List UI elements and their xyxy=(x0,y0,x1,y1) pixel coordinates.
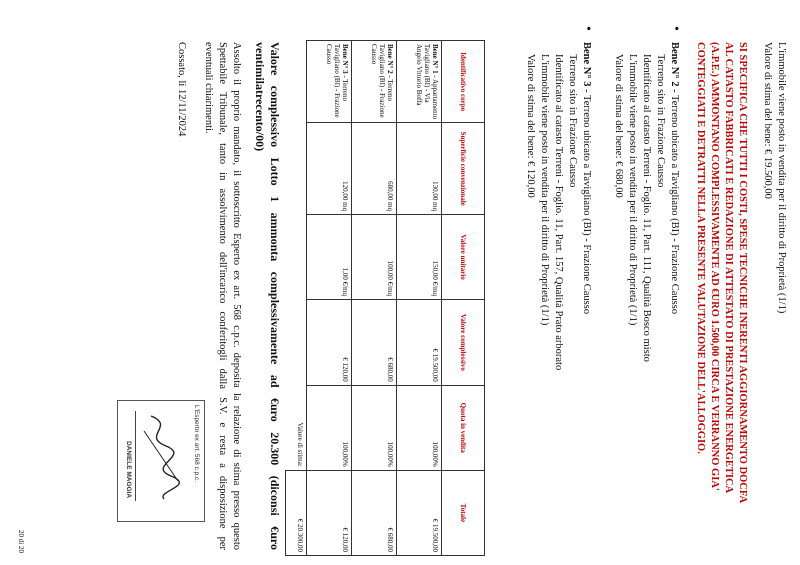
closing-line-2: Spettabile Tribunale, tanto in assolvimento dell'incarico conferitogli dalla S.V. e resta a disposizione per xyxy=(217,42,228,550)
intro-line-1: L'immobile viene posto in vendita per il diritto di Proprietà (1/1) xyxy=(776,42,787,314)
table-cell: € 120,00 xyxy=(307,300,352,386)
signature-stamp xyxy=(117,400,205,522)
table-total-row xyxy=(286,41,307,556)
table-cell: 130,00 mq xyxy=(397,123,442,215)
warning-line-4: CONTEGGIATI E DETRATTI NELLA PRESENTE VALUTAZIONE DELL'ALLOGGIO. xyxy=(695,42,706,454)
warning-line-1: SI SPECIFICA CHE TUTTI I COSTI, SPESE TECNICHE INERENTI AGGIORNAMENTO DOCFA xyxy=(737,42,748,504)
bene3-line-1: Terreno sito in Frazione Causso xyxy=(567,54,578,188)
bullet-icon: • xyxy=(668,26,683,31)
table-cell: 120,00 mq xyxy=(307,123,352,215)
table-cell: 150,00 €/mq xyxy=(397,215,442,300)
col-header: Superficie convenzionale xyxy=(442,123,485,215)
bene2-title: Bene N° 2 - Terreno ubicato a Tavigliano (BI) - Frazione Causso xyxy=(669,42,680,315)
bene2-line-3: L'immobile viene posto in vendita per il diritto di Proprietà (1/1) xyxy=(627,54,638,326)
col-header: Valore unitario xyxy=(442,215,485,300)
intro-line-2: Valore di stima del bene: € 19.500,00 xyxy=(762,42,773,199)
col-header: Valore complessivo xyxy=(442,300,485,386)
table-header-row xyxy=(442,41,485,556)
table-row xyxy=(397,41,442,556)
bene3-title: Bene N° 3 - Terreno ubicato a Tavigliano (BI) - Frazione Causso xyxy=(581,42,592,315)
closing-line-1: Assolto il proprio mandato, il sottoscritto Esperto ex art. 568 c.p.c. deposita la relazione di stima presso questo xyxy=(231,42,242,550)
stamp-name: DANIELE MAGGIA xyxy=(125,441,132,499)
table-cell: 680,00 mq xyxy=(352,123,397,215)
place-date: Cossato, li 12/11/2024 xyxy=(176,42,187,137)
table-cell: € 680,00 xyxy=(352,470,397,555)
bullet-icon: • xyxy=(580,26,595,31)
bene3-line-2: Identificato al catasto Terreni - Foglio. 11, Part. 157, Qualità Prato arborato xyxy=(553,54,564,371)
table-cell: € 680,00 xyxy=(352,300,397,386)
bene2-line-1: Terreno sito in Frazione Causso xyxy=(655,54,666,188)
table-cell: Bene N° 1 - Appartamento Tavigliano (BI) - Via Angelo Vittorio Boffa xyxy=(397,41,442,123)
stamp-header: L'Esperto ex art. 568 c.p.c. xyxy=(193,405,200,483)
table-row xyxy=(307,41,352,556)
page-number: 20 di 20 xyxy=(17,530,25,553)
bene3-line-4: Valore di stima del bene: € 120,00 xyxy=(525,54,536,198)
table-cell: 100,00% xyxy=(307,385,352,470)
table-cell: Bene N° 2 - Terreno Tavigliano (BI) - Frazione Causso xyxy=(352,41,397,123)
total-value: € 20.300,00 xyxy=(286,470,307,555)
warning-line-3: (A.P.E.) AMMONTANO COMPLESSIVAMENTE AD €URO 1.500,00 CIRCA E VERRANNO GIA' xyxy=(709,42,720,491)
lotto-total-line-2: ventimilatrecento/00) xyxy=(253,42,267,152)
table-cell: 1,00 €/mq xyxy=(307,215,352,300)
closing-line-3: eventuali chiarimenti. xyxy=(203,42,214,134)
bene2-line-4: Valore di stima del bene: € 680,00 xyxy=(613,54,624,198)
table-cell: 100,00% xyxy=(352,385,397,470)
table-cell: 100,00% xyxy=(397,385,442,470)
handwritten-signature xyxy=(135,411,186,501)
table-row xyxy=(352,41,397,556)
warning-line-2: AL CATASTO FABBRICATI E REDAZIONE DI ATTESTATO DI PRESTAZIONE ENERGETICA xyxy=(723,42,734,494)
table-cell: € 120,00 xyxy=(307,470,352,555)
estimate-table xyxy=(285,40,485,556)
lotto-total-line-1: Valore complessivo Lotto 1 ammonta complessivamente ad €uro 20.300 (diconsi €uro xyxy=(268,42,282,550)
table-cell: € 19.500,00 xyxy=(397,470,442,555)
col-header: Identificativo corpo xyxy=(442,41,485,123)
bene3-line-3: L'immobile viene posto in vendita per il diritto di Proprietà (1/1) xyxy=(539,54,550,326)
col-header: Totale xyxy=(442,470,485,555)
total-label: Valore di stima: xyxy=(286,41,307,471)
table-cell: € 19.500,00 xyxy=(397,300,442,386)
table-cell: 100,00 €/mq xyxy=(352,215,397,300)
col-header: Quota in vendita xyxy=(442,385,485,470)
bene2-line-2: Identificato al catasto Terreni - Foglio. 11, Part. 111, Qualità Bosco misto xyxy=(641,54,652,362)
table-cell: Bene N° 3 - Terreno Tavigliano (BI) - Frazione Causso xyxy=(307,41,352,123)
